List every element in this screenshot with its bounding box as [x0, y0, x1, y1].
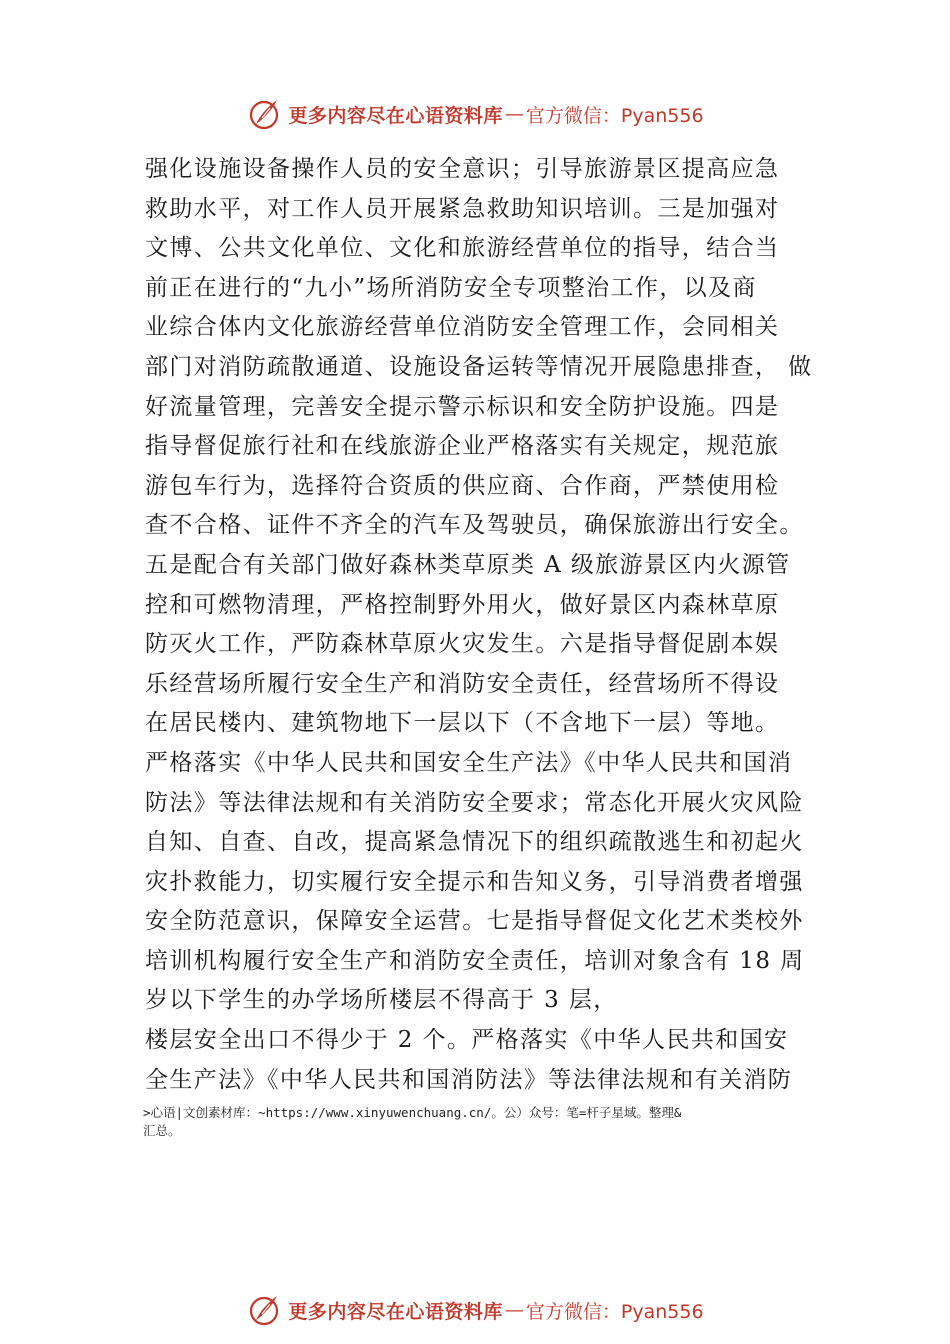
body-line: 在居民楼内、建筑物地下一层以下（不含地下一层）等地。 [145, 710, 780, 737]
body-line: 文博、公共文化单位、文化和旅游经营单位的指导，结合当 [145, 235, 780, 262]
banner-wechat: 官方微信：Pyan556 [525, 104, 704, 127]
body-line: 楼层安全出口不得少于 2 个。严格落实《中华人民共和国安 [145, 1027, 789, 1054]
body-line: 灾扑救能力，切实履行安全提示和告知义务，引导消费者增强 [145, 868, 804, 895]
body-line: 五是配合有关部门做好森林类草原类 A 级旅游景区内火源管 [145, 551, 791, 578]
body-line: 强化设施设备操作人员的安全意识；引导旅游景区提高应急 [145, 156, 780, 182]
body-line: 控和可燃物清理，严格控制野外用火，做好景区内森林草原 [145, 591, 780, 618]
footnote-line-1: >心语|文创素材库：~https://www.xinyuwenchuang.cn/。公）众号：笔=杆子星域。整理& [143, 1105, 682, 1120]
footer-banner [0, 1290, 950, 1330]
banner-title: 更多内容尽在心语资料库 [288, 1300, 503, 1323]
body-line: 岁以下学生的办学场所楼层不得高于 3 层， [145, 987, 618, 1014]
body-line: 好流量管理，完善安全提示警示标识和安全防护设施。四是 [145, 393, 780, 420]
body-line: 游包车行为，选择符合资质的供应商、合作商，严禁使用检 [145, 472, 780, 499]
banner-title: 更多内容尽在心语资料库 [288, 104, 503, 127]
body-line: 查不合格、证件不齐全的汽车及驾驶员，确保旅游出行安全。 [145, 512, 804, 539]
body-line: 业综合体内文化旅游经营单位消防安全管理工作，会同相关 [145, 314, 780, 341]
body-line: 严格落实《中华人民共和国安全生产法》《中华人民共和国消 [145, 749, 793, 776]
banner-separator: — [504, 103, 524, 125]
body-line: 乐经营场所履行安全生产和消防安全责任，经营场所不得设 [145, 670, 780, 697]
body-line: 全生产法》《中华人民共和国消防法》等法律法规和有关消防 [145, 1066, 793, 1093]
body-line: 自知、自查、自改，提高紧急情况下的组织疏散逃生和初起火 [145, 829, 804, 856]
body-line: 防法》等法律法规和有关消防安全要求；常态化开展火灾风险 [145, 789, 804, 816]
body-line: 指导督促旅行社和在线旅游企业严格落实有关规定，规范旅 [145, 433, 780, 460]
source-footnote [143, 1104, 843, 1140]
quill-logo-icon [246, 96, 282, 132]
body-line: 前正在进行的“九小”场所消防安全专项整治工作，以及商 [145, 274, 757, 301]
header-banner [0, 94, 950, 134]
body-line: 培训机构履行安全生产和消防安全责任，培训对象含有 18 周 [145, 947, 805, 974]
body-line: 防灭火工作，严防森林草原火灾发生。六是指导督促剧本娱 [145, 631, 780, 658]
banner-wechat: 官方微信：Pyan556 [525, 1300, 704, 1323]
body-line: 部门对消防疏散通道、设施设备运转等情况开展隐患排查， 做 [145, 353, 813, 380]
document-body [145, 150, 825, 1100]
body-line: 救助水平，对工作人员开展紧急救助知识培训。三是加强对 [145, 195, 780, 222]
banner-separator: — [504, 1299, 524, 1321]
quill-logo-icon [246, 1292, 282, 1328]
footnote-line-2: 汇总。 [143, 1123, 181, 1138]
body-line: 安全防范意识，保障安全运营。七是指导督促文化艺术类校外 [145, 908, 804, 935]
